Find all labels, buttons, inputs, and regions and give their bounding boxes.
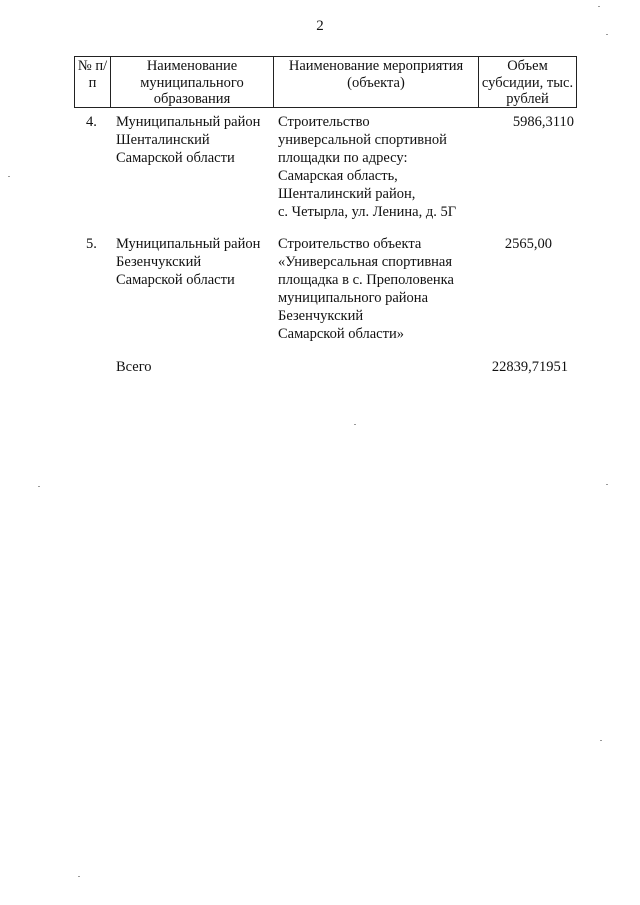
row-amount: 5986,3110 [512,114,574,130]
scan-speck [598,6,600,7]
header-event: Наименование мероприятия (объекта) [273,56,478,108]
total-value: 22839,71951 [491,359,568,375]
row-event: Строительство объекта «Универсальная спортивная площадка в с. Преполовенка муниципального района Безенчукский Самарской области» [278,236,454,342]
row-municipality: Муниципальный район Безенчукский Самарской области [116,236,261,288]
header-number: № п/п [74,56,110,108]
page-number: 2 [316,18,324,34]
scan-speck [600,740,602,741]
total-label: Всего [116,359,152,375]
row-number: 5. [86,236,97,252]
scan-speck [606,34,608,35]
row-event: Строительство универсальной спортивной площадки по адресу: Самарская область, Шенталинский район, с. Четырла, ул. Ленина, д. 5Г [278,114,457,220]
scan-speck [606,484,608,485]
scan-speck [38,486,40,487]
header-amount: Объем субсидии, тыс. рублей [478,56,577,108]
scan-speck [78,876,80,877]
row-municipality: Муниципальный район Шенталинский Самарской области [116,114,261,166]
row-amount: 2565,00 [504,236,552,252]
scan-speck [354,424,356,425]
row-number: 4. [86,114,97,130]
header-municipality: Наименование муниципального образования [110,56,273,108]
scan-speck [8,176,10,177]
